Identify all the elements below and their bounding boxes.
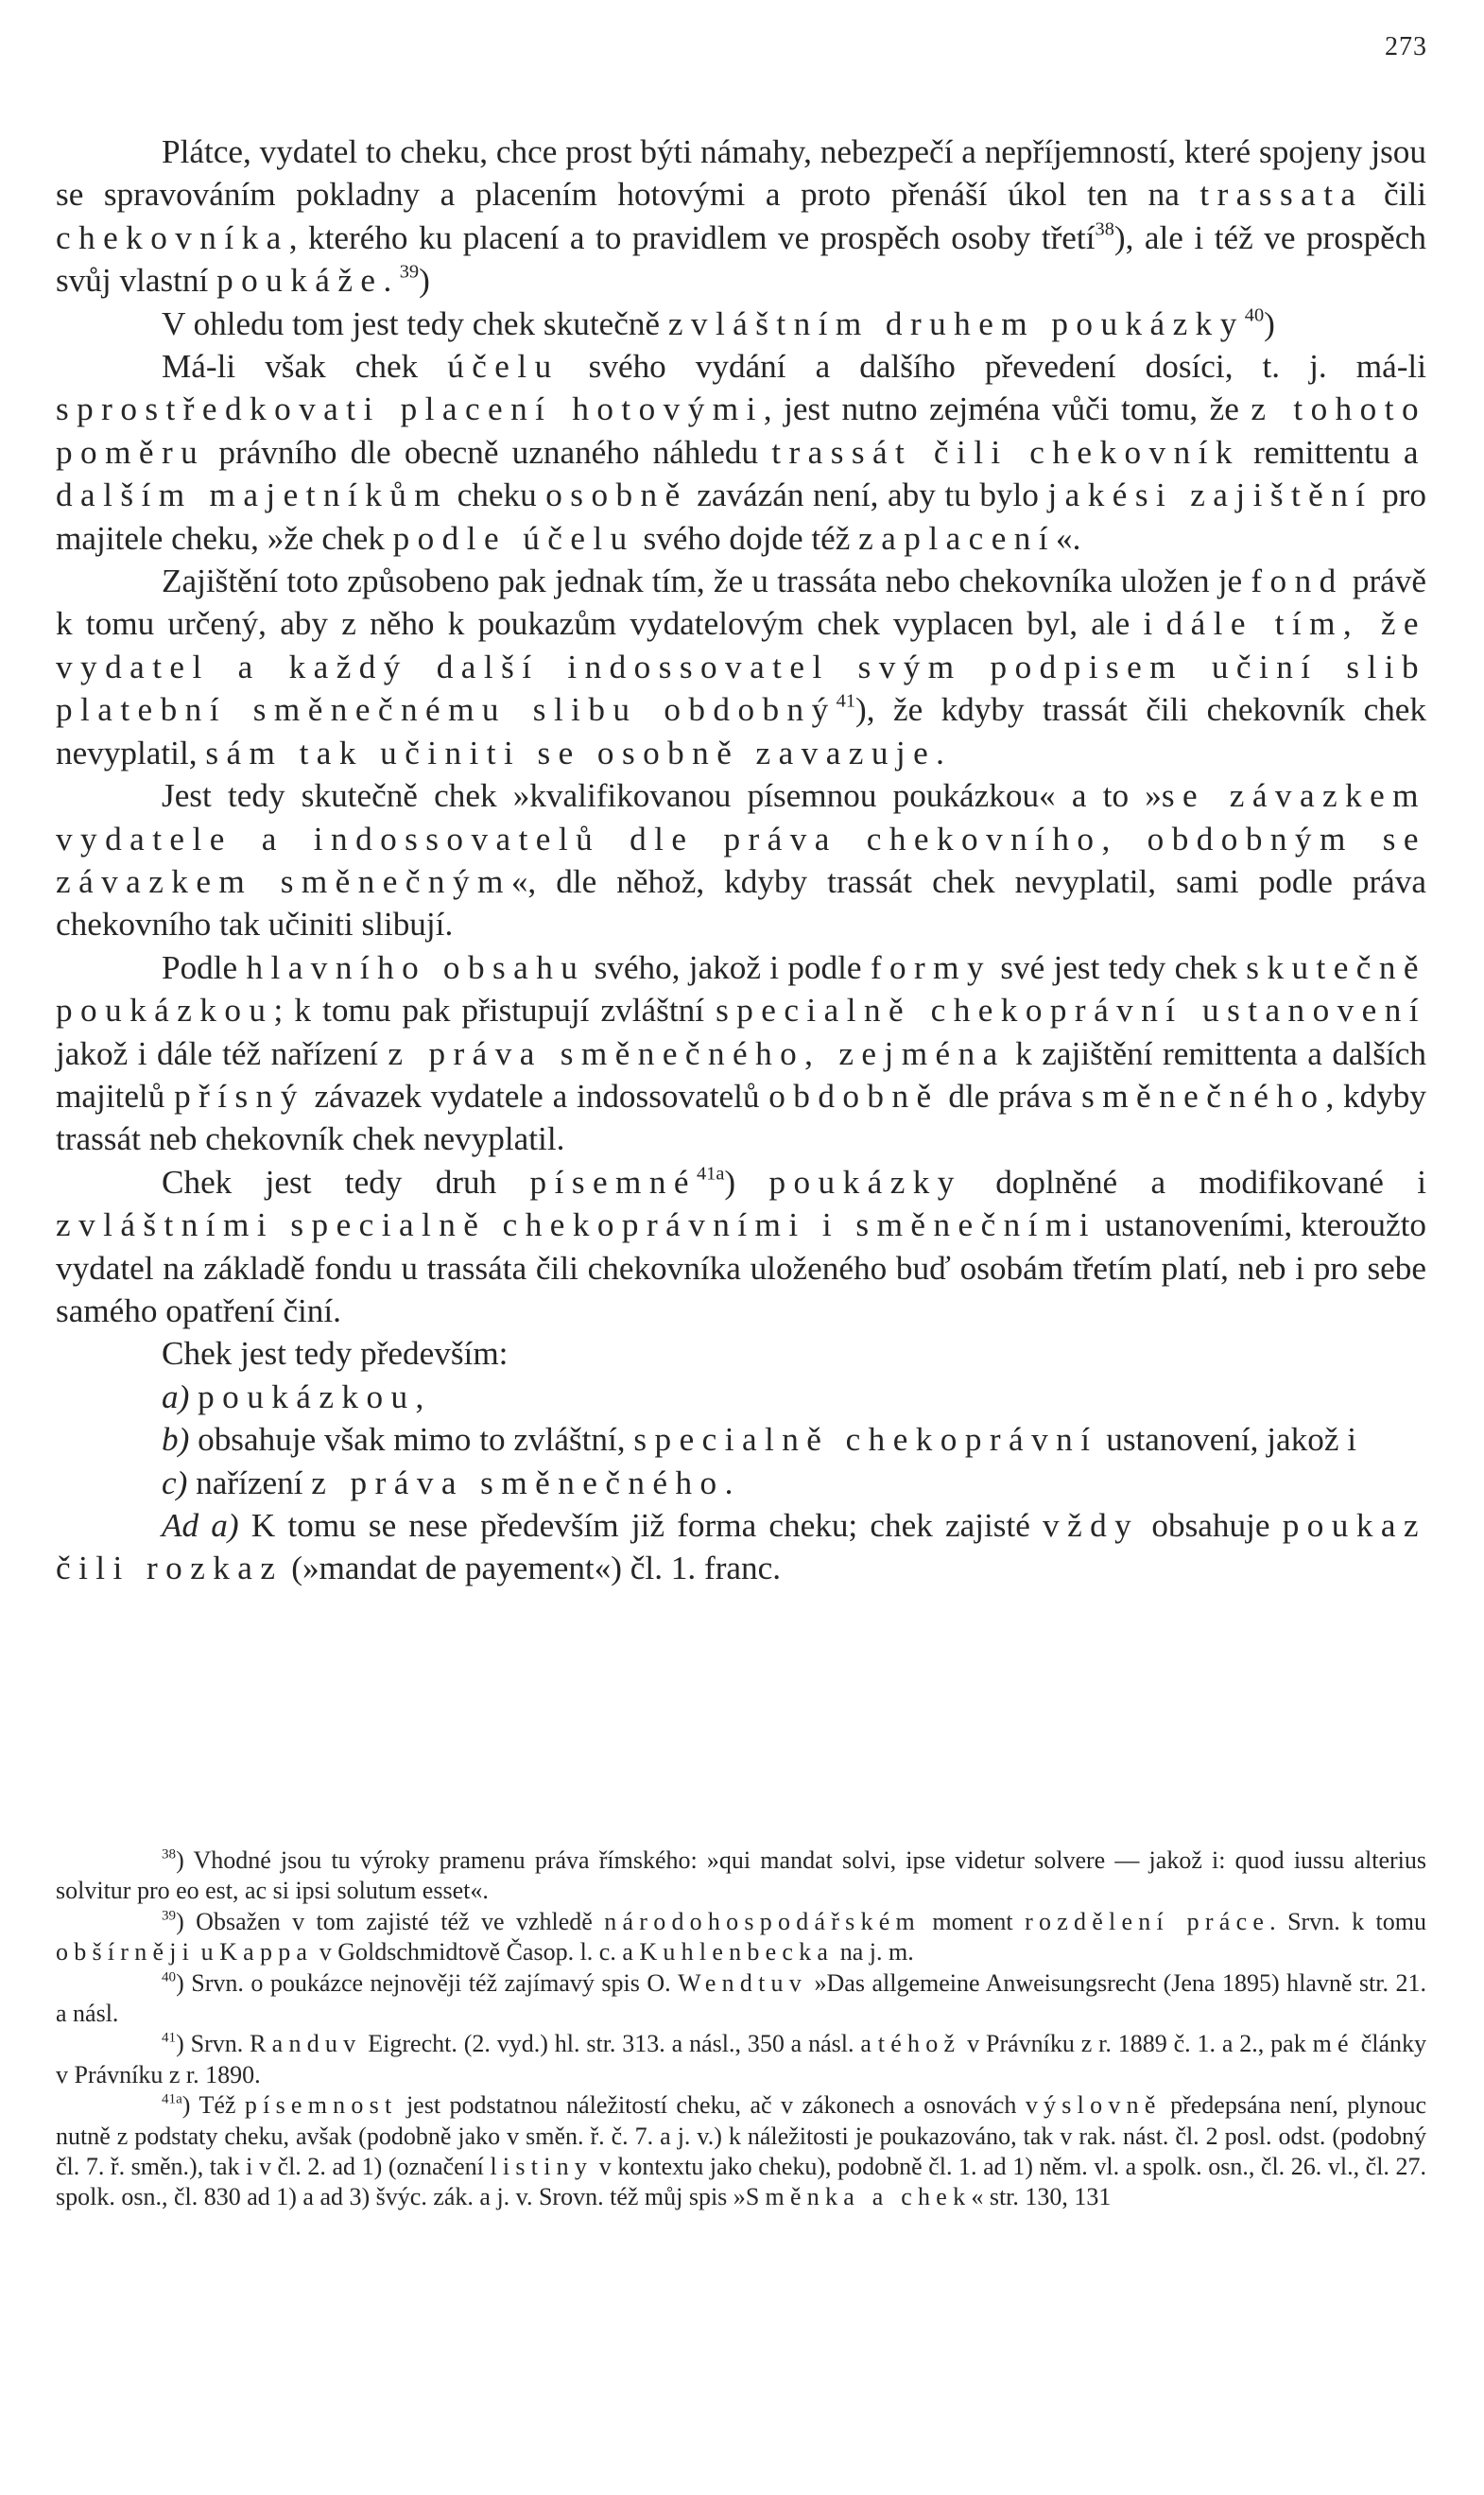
footnote-number: 40	[162, 1969, 177, 1985]
spaced-term: písemné	[529, 1163, 697, 1201]
text-run: na j. m.	[834, 1938, 914, 1967]
spaced-term: trassát čili chekovník	[771, 433, 1240, 471]
text-run: Zajištění toto způsobeno pak jednak tím, že u trassáta nebo chekovníka uložen je	[162, 563, 1251, 600]
spaced-term: trassata	[1199, 176, 1364, 214]
text-run: »Das allgemeine Anweisungsrecht (Jena 1895) hlavně str. 21. a násl.	[56, 1968, 1426, 2028]
footnote-38	[56, 1845, 1426, 1907]
spaced-term: zaplacení	[858, 519, 1057, 557]
footnote-number: 39	[162, 1908, 177, 1924]
text-run: ustanovení, jakož i	[1097, 1421, 1357, 1459]
spaced-term: poukázky	[768, 1163, 962, 1201]
spaced-term: vždy	[1043, 1507, 1140, 1544]
text-run: v kontextu jako cheku), podobně čl. 1. ad 1) něm. vl. a spolk. osn., čl. 26. vl., čl. 27. spolk. osn., čl. 830 ad 1) a ad 3) švýc. zák. a j. v. Srovn. též můj spis »	[56, 2153, 1427, 2211]
text-run: právě k tomu určený, aby z něho k poukazům vydatelovým chek vyplacen byl, ale i	[56, 563, 1426, 643]
spaced-term: téhož	[877, 2030, 961, 2058]
footnotes	[56, 1845, 1426, 2213]
text-run: )	[1264, 304, 1275, 342]
text-run: «.	[1056, 519, 1081, 557]
footnote-41a	[56, 2090, 1426, 2213]
text-run: čili	[1363, 176, 1426, 214]
text-run: , kterého ku placení a to pravidlem ve prospěch osoby třetí	[288, 218, 1096, 256]
text-run: v Goldschmidtově Časop. l. c. a	[313, 1938, 640, 1967]
spaced-term: mé	[1312, 2030, 1355, 2058]
paragraph-2	[56, 303, 1426, 345]
text-run: K tomu se nese především již forma cheku; chek zajisté	[238, 1507, 1044, 1544]
spaced-term: specialně chekoprávní	[633, 1421, 1098, 1459]
footnote-number: 41	[162, 2030, 177, 2046]
spaced-term: Kappa	[219, 1938, 314, 1967]
text-run: « str. 130, 131	[971, 2183, 1112, 2211]
text-run: pro majitele cheku, »že chek	[56, 476, 1426, 557]
text-run: Má-li však chek	[162, 348, 448, 386]
text-run: svého, jakož i podle	[585, 948, 871, 986]
spaced-term: osobně	[545, 476, 688, 514]
spaced-term: listiny	[490, 2153, 594, 2181]
spaced-term: poukáže.	[216, 262, 400, 300]
text-run: ) Vhodné jsou tu výroky pramenu práva římského: »qui mandat solvi, ipse videtur solvere — jakož i: quod iussu alterius solvitur pro eo est, ac si ipsi solutum esset«.	[56, 1846, 1426, 1905]
spaced-term: Randuv	[250, 2030, 362, 2058]
text-run: své jest tedy chek	[992, 948, 1247, 986]
spaced-term: jakési zajištění	[1047, 476, 1373, 514]
spaced-term: z práva směnečného, zejména	[388, 1034, 1006, 1072]
footnote-ref: 41a	[696, 1163, 725, 1185]
spaced-term: písemnost	[244, 2091, 398, 2120]
spaced-term: směnečného	[1081, 1077, 1326, 1115]
footnote-39	[56, 1907, 1426, 1968]
text-run: .	[936, 734, 944, 771]
footnote-number: 41a	[162, 2091, 182, 2107]
spaced-term: a dalším majetníkům	[56, 433, 1426, 514]
text-run: Podle	[162, 948, 247, 986]
paragraph-6	[56, 946, 1426, 1161]
spaced-term: přísný	[174, 1077, 305, 1115]
spaced-term: specialně chekoprávní ustanovení	[716, 992, 1426, 1030]
text-run: svého dojde též	[634, 519, 859, 557]
spaced-term: dále tím, že vydatel a každý další indossovatel svým podpisem učiní slib platební směnečnému slibu obdobný	[56, 605, 1427, 729]
text-run: cheku	[448, 476, 546, 514]
text-run: . Srvn. k tomu	[1269, 1907, 1427, 1935]
text-run: u	[195, 1938, 220, 1967]
text-run: (»mandat de payement«) čl. 1. franc.	[283, 1550, 782, 1587]
paragraph-7	[56, 1161, 1426, 1333]
text-run: Chek jest tedy především:	[162, 1335, 509, 1373]
body-text	[56, 130, 1426, 1590]
text-run: Eigrecht. (2. vyd.) hl. str. 313. a násl., 350 a násl. a	[361, 2030, 878, 2058]
text-run: nařízení	[187, 1464, 312, 1501]
text-run: závazek vydatele a indossovatelů	[304, 1077, 769, 1115]
spaced-term: chekovníka	[56, 218, 289, 256]
text-run: doplněné a modifikované i	[961, 1163, 1426, 1201]
paragraph-4	[56, 560, 1426, 774]
spaced-term: obdobně	[768, 1077, 940, 1115]
list-label: c)	[162, 1464, 188, 1501]
text-run: obsahuje však mimo to zvláštní,	[189, 1421, 634, 1459]
paragraph-1	[56, 130, 1426, 303]
text-run: .	[724, 1464, 733, 1501]
text-run: ustanoveními, kteroužto vydatel na základě fondu u trassáta čili chekovníka uloženého buď osobám třetím platí, neb i pro sebe samého opatření činí.	[56, 1206, 1426, 1329]
text-run: ; k tomu pak přistupují zvláštní	[273, 992, 716, 1030]
footnote-41	[56, 2029, 1426, 2090]
paragraph-8	[56, 1332, 1426, 1375]
spaced-term: poukázkou	[198, 1377, 416, 1415]
text-run: Jest tedy skutečně chek »kvalifikovanou písemnou poukázkou« a to »	[162, 777, 1162, 815]
list-label: a)	[162, 1377, 190, 1415]
text-run: ) Obsažen v tom zajisté též ve vzhledě	[176, 1907, 605, 1935]
text-run: remittentu	[1239, 433, 1404, 471]
text-run: v Právníku z r. 1889 č. 1. a 2., pak	[960, 2030, 1313, 2058]
text-run: svého vydání a dalšího převedení dosíci, t. j. má-li	[559, 348, 1426, 386]
text-run: jest podstatnou náležitostí cheku, ač v zákonech a osnovách	[397, 2091, 1026, 2120]
spaced-term: Směnka a chek	[745, 2183, 972, 2211]
text-run: ) Též	[181, 2091, 245, 2120]
footnote-ref: 39	[399, 261, 420, 283]
footnote-ref: 38	[1095, 218, 1114, 240]
text-run	[189, 1378, 198, 1415]
footnote-ref: 40	[1244, 304, 1265, 326]
text-run: Chek jest tedy druh	[162, 1163, 530, 1201]
spaced-term: účelu	[447, 348, 560, 386]
list-item-b	[56, 1418, 1426, 1461]
paragraph-3	[56, 345, 1426, 560]
text-run: zavázán není, aby tu bylo	[687, 476, 1048, 514]
paragraph-5	[56, 774, 1426, 946]
text-run: )	[419, 262, 430, 300]
text-run: V ohledu tom jest tedy chek skutečně	[162, 304, 668, 342]
text-run: právního dle obecně uznaného náhledu	[205, 433, 772, 471]
text-run: moment	[921, 1907, 1026, 1935]
spaced-term: sám tak učiniti se osobně zavazuje	[205, 734, 937, 771]
spaced-term: z práva směnečného	[311, 1464, 725, 1501]
spaced-term: z tohoto poměru	[56, 390, 1426, 471]
text-run: )	[724, 1163, 769, 1201]
text-run: Plátce, vydatel to cheku, chce prost býti námahy, nebezpečí a nepříjemností, které spojeny jsou se spravováním pokladny a placením hotovými a proto přenáší úkol ten na	[56, 133, 1426, 214]
spaced-term: hlavního obsahu	[246, 948, 586, 986]
list-label: b)	[162, 1421, 190, 1459]
footnote-ref: 41	[836, 691, 856, 712]
page-number: 273	[1385, 32, 1427, 61]
list-item-a	[56, 1376, 1426, 1418]
text-run: k zajištění remittenta a dalších majitelů	[56, 1034, 1426, 1115]
text-run: ,	[415, 1377, 424, 1415]
list-item-c	[56, 1462, 1426, 1504]
text-run: obsahuje	[1139, 1507, 1283, 1544]
paragraph-ad-a	[56, 1504, 1426, 1590]
text-run: , kdyby trassát neb chekovník chek nevyplatil.	[56, 1077, 1426, 1158]
spaced-term: rozdělení práce	[1025, 1907, 1270, 1935]
footnote-number: 38	[162, 1846, 177, 1863]
text-run: jakož i dále též nařízení	[56, 1034, 388, 1072]
spaced-term: výslovně	[1025, 2091, 1162, 2120]
text-run: ) Srvn. o poukázce nejnověji též zajímavý spis O.	[176, 1968, 679, 1997]
text-run: dle práva	[939, 1077, 1082, 1115]
spaced-term: formy	[870, 948, 992, 986]
spaced-term: sprostředkovati placení hotovými	[56, 390, 764, 428]
spaced-term: podle účelu	[392, 519, 635, 557]
spaced-term: poukaz čili rozkaz	[56, 1507, 1426, 1587]
spaced-term: se závazkem vydatele a indossovatelů dle práva chekovního, obdobným se závazkem směnečným	[56, 777, 1426, 900]
text-run: «, dle něhož, kdyby trassát chek nevyplatil, sami podle práva chekovního tak učiniti slibují.	[56, 862, 1426, 944]
spaced-term: národohospodářském	[604, 1907, 921, 1935]
spaced-term: Wendtuv	[678, 1968, 808, 1997]
spaced-term: zvláštním druhem poukázky	[667, 304, 1245, 342]
spaced-term: obšírněji	[56, 1938, 196, 1967]
spaced-term: skutečně poukázkou	[56, 948, 1426, 1030]
list-label: Ad a)	[162, 1507, 239, 1544]
text-run: předepsána není, plynouc nutně z podstaty cheku, avšak (podobně jako v směn. ř. č. 7. a j. v.) k náležitosti je poukazováno, tak v rak. nást. čl. 2 posl. odst. (podobný čl. 7. ř. směn.), tak i v čl. 2. ad 1) (označení	[56, 2091, 1426, 2181]
text-run: ), ale i též ve prospěch svůj vlastní	[56, 218, 1426, 300]
text-run: ), že kdyby trassát čili chekovník chek nevyplatil,	[56, 691, 1427, 771]
spaced-term: zvláštními specialně chekoprávními i směnečními	[56, 1206, 1096, 1244]
spaced-term: Kuhlenbecka	[639, 1938, 835, 1967]
text-run: , jest nutno zejména vůči tomu, že	[763, 390, 1251, 428]
spaced-term: fond	[1251, 563, 1344, 600]
text-run: články v Právníku z r. 1890.	[56, 2030, 1426, 2088]
footnote-40	[56, 1968, 1426, 2030]
text-run: ) Srvn.	[176, 2030, 250, 2058]
